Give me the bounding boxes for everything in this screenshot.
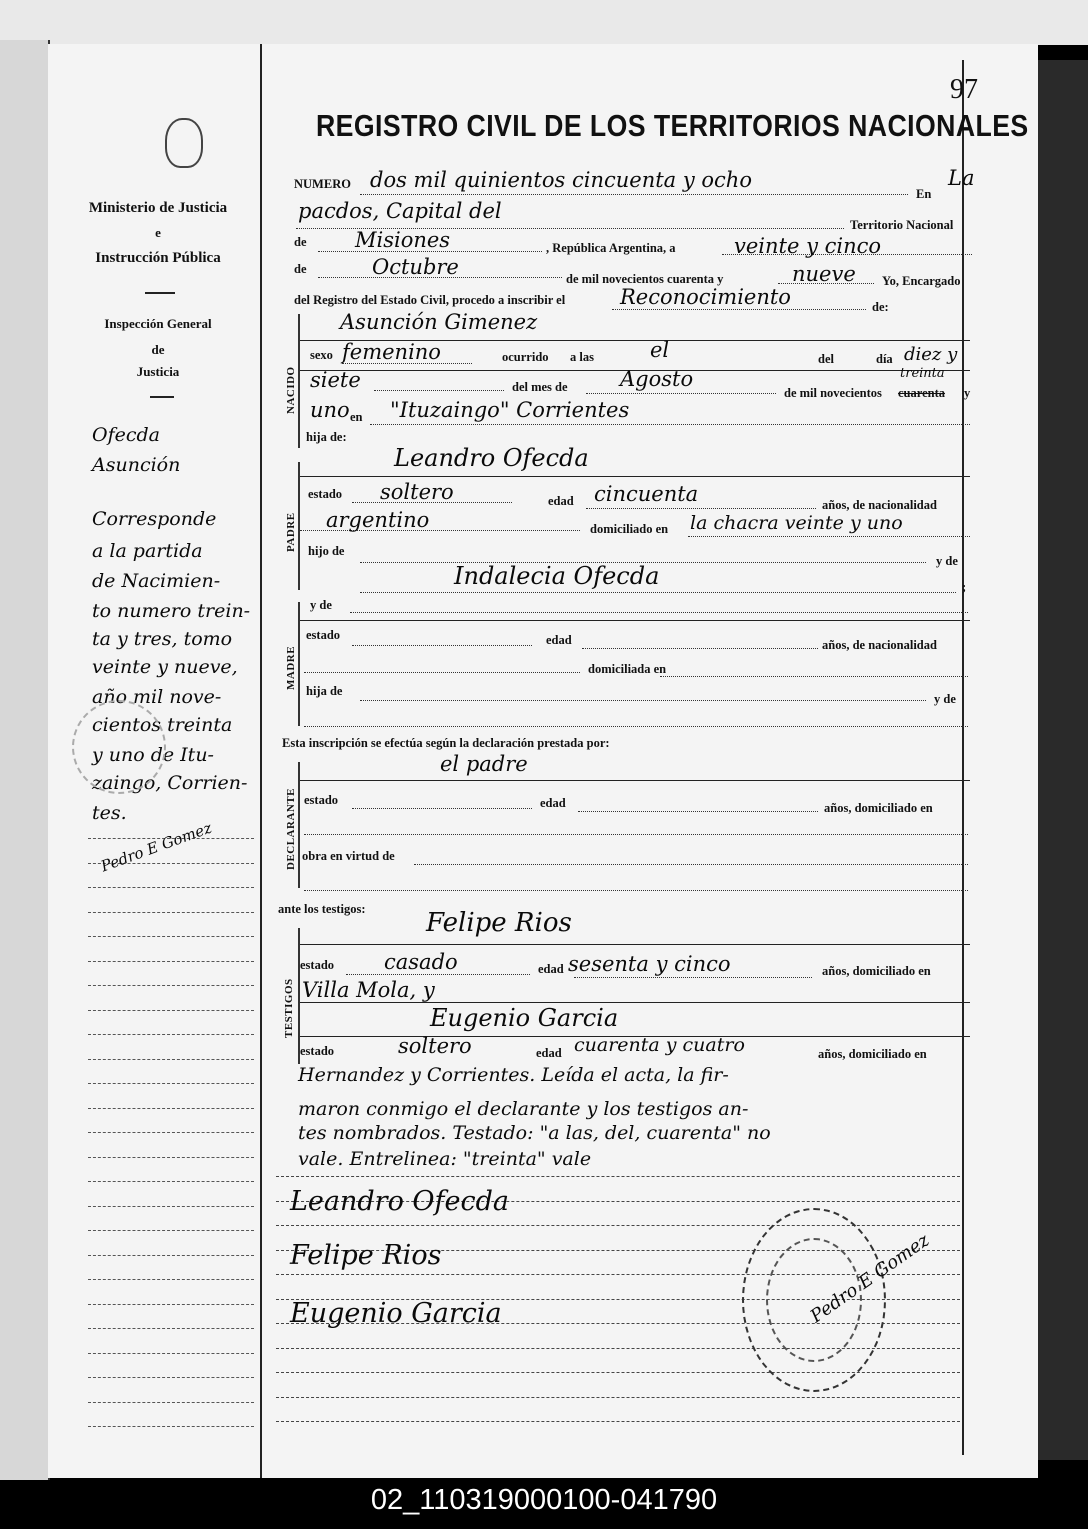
ruled-line [88,961,254,962]
background-right-edge [1036,60,1088,1460]
testigos-section-label: TESTIGOS [283,978,295,1038]
witness2-estado-value: soltero [398,1034,472,1058]
ministry-line3: Instrucción Pública [95,250,221,266]
witness1-name-value: Felipe Rios [426,908,572,938]
declarante-anios-label: años, domiciliado en [824,801,933,815]
rule [300,476,970,477]
margin-stamp [72,700,166,794]
cuarenta-struck: cuarenta [898,386,945,400]
numero-label: NUMERO [294,177,351,191]
ruled-line [88,1034,254,1035]
fill-line [370,424,970,425]
margin-note-line: zaingo, Corrien- [92,772,248,794]
madre-y-de-label: y de [310,598,332,612]
fill-line [360,592,956,593]
declarante-section-label: DECLARANTE [285,787,297,870]
fill-line [578,811,818,812]
padre-nacionalidad-value: argentino [326,508,430,532]
anio-label: de mil novecientos [784,386,882,400]
ruled-line [88,1353,254,1354]
ruled-line [88,887,254,888]
closing-line: tes nombrados. Testado: "a las, del, cuarenta" no [298,1122,771,1144]
ruled-line [88,1402,254,1403]
dia-value-2: siete [310,368,361,392]
dia-value: diez y [904,344,958,365]
witness1-estado-value: casado [384,950,458,974]
padre-madre-name-value: Indalecia Ofecda [454,562,660,590]
background-top [0,0,1088,45]
background-left-page [0,40,50,1480]
padre-estado-value: soltero [380,480,454,504]
witness1-edad-value: sesenta y cinco [568,952,731,976]
fill-line [582,648,818,649]
padre-domicilio-label: domiciliado en [590,522,669,536]
margin-note-line: de Nacimien- [92,570,221,592]
declarante-estado-label: estado [304,793,339,807]
dia-label: día [876,352,893,366]
margin-signature: Pedro E Gomez [98,818,215,876]
fill-line [574,977,812,978]
ministry-line1: Ministerio de Justicia [88,200,228,216]
margin-note-line: y uno de Itu- [92,744,214,766]
file-identifier: 02_110319000100-041790 [370,1484,718,1516]
divider [150,396,174,398]
rule [300,780,970,781]
day-value: veinte y cinco [734,234,882,258]
padre-domicilio-value: la chacra veinte y uno [690,512,903,534]
officer-signature: Pedro E Gomez [806,1229,934,1328]
fill-line [414,864,968,865]
witness2-name-value: Eugenio Garcia [430,1004,619,1032]
page-title: REGISTRO CIVIL DE LOS TERRITORIOS NACIONALES [316,108,1029,143]
year-value: nueve [792,262,856,286]
right-rule [962,60,967,1455]
rule [300,944,970,945]
month-value: Octubre [372,255,459,279]
madre-hija-label: hija de [306,684,343,698]
page-number: 97 [950,74,978,105]
fill-line [304,726,968,727]
ruled-line [88,1083,254,1084]
fill-line [360,700,926,701]
fill-line [352,645,532,646]
y-label: y [964,386,971,400]
ruled-line [88,1304,254,1305]
fill-line [612,309,866,310]
semicolon: ; [962,580,967,594]
margin-note-line: ta y tres, tomo [92,628,233,650]
mes-label: del mes de [512,380,568,394]
ruled-line [88,1132,254,1133]
padre-edad-value: cincuenta [594,482,699,506]
fill-line [304,890,968,891]
closing-line: vale. Entrelinea: "treinta" vale [298,1148,592,1170]
ruled-line [88,1108,254,1109]
republica-label: , República Argentina, a [546,241,676,255]
fill-line [352,808,532,809]
inspection-line2: de [151,342,165,357]
ruled-line [88,1206,254,1207]
rule [300,620,970,621]
padre-name-value: Leandro Ofecda [394,444,589,472]
fill-line [374,390,504,391]
witness2-anios-label: años, domiciliado en [818,1047,927,1061]
madre-edad-label: edad [546,633,572,647]
rule [300,1002,970,1003]
signature: Eugenio Garcia [290,1298,502,1329]
de-label-3: de: [872,300,889,314]
madre-y-de-label-2: y de [934,692,956,706]
lugar-value: "Ituzaingo" Corrientes [390,398,630,422]
ruled-line [88,1230,254,1231]
coat-of-arms-icon [165,118,203,168]
inscripcion-value: el padre [440,752,528,776]
ruled-line [88,1157,254,1158]
signature: Leandro Ofecda [290,1186,510,1217]
margin-note-line: Corresponde [92,508,217,530]
ministry-line2: e [155,225,161,240]
inscripcion-label: Esta inscripción se efectúa según la declaración prestada por: [282,736,610,750]
madre-estado-label: estado [306,628,341,642]
margin-note-line: tes. [92,802,127,824]
las-value: el [650,338,670,362]
fill-line [660,676,968,677]
sexo-label: sexo [310,348,333,362]
madre-anios-label: años, de nacionalidad [822,638,937,652]
ruled-line [88,936,254,937]
place-value-1: La [948,166,975,190]
signature-line [276,1397,960,1398]
fill-line [304,834,968,835]
declarante-obra-label: obra en virtud de [302,849,395,863]
fill-line [350,612,968,613]
year-label: de mil novecientos cuarenta y [566,272,724,286]
fill-line [304,672,580,673]
padre-edad-label: edad [548,494,574,508]
nacido-section-label: NACIDO [285,366,297,414]
nacido-section [298,314,300,448]
margin-note-line: año mil nove- [92,686,222,708]
ruled-line [88,1255,254,1256]
ruled-line [88,1010,254,1011]
ruled-line [88,1426,254,1427]
ruled-line [88,1059,254,1060]
padre-hijo-label: hijo de [308,544,345,558]
fill-line [586,393,776,394]
registro-value: Reconocimiento [620,285,791,309]
inspection-line3: Justicia [136,364,180,379]
ruled-line [88,1377,254,1378]
margin-note-line: Ofecda [92,424,160,446]
hijo-de-label: hija de: [306,430,347,444]
witness1-estado-label: estado [300,958,335,972]
testigos-intro-label: ante los testigos: [278,902,366,916]
closing-line: Hernandez y Corrientes. Leída el acta, la fir- [298,1064,729,1086]
margin-note-line: Asunción [92,454,181,476]
nacido-name-value: Asunción Gimenez [340,310,538,334]
margin-note-line: a la partida [92,540,203,562]
numero-value: dos mil quinientos cincuenta y ocho [370,168,752,192]
signature-line [276,1421,960,1422]
de-label-2: de [294,262,307,276]
margin-note-line: to numero trein- [92,600,251,622]
las-label: a las [570,350,594,364]
ruled-line [88,912,254,913]
margin-note-line: cientos treinta [92,714,233,736]
de-label: de [294,235,307,249]
ruled-line [88,1328,254,1329]
divider [145,292,175,294]
padre-anios-label: años, de nacionalidad [822,498,937,512]
witness1-anios-label: años, domiciliado en [822,964,931,978]
fill-line [346,974,530,975]
mes-value: Agosto [620,367,694,391]
witness2-estado-label: estado [300,1044,335,1058]
ruled-line [88,1181,254,1182]
padre-estado-label: estado [308,487,343,501]
del-label: del [818,352,834,366]
registro-label: del Registro del Estado Civil, procedo a inscribir el [294,293,566,307]
fill-line [688,536,970,537]
ruled-line [88,985,254,986]
fill-line [586,508,816,509]
padre-y-de-label: y de [936,554,958,568]
closing-line: maron conmigo el declarante y los testigos an- [298,1098,749,1120]
territorio-label: Territorio Nacional [850,218,954,232]
witness1-edad-label: edad [538,962,564,976]
witness1-domicilio-value: Villa Mola, y [302,978,435,1002]
padre-section [298,462,300,590]
signature-line [276,1176,960,1177]
witness2-edad-value: cuarenta y cuatro [574,1034,745,1056]
ocurrido-label: ocurrido [502,350,549,364]
en-label: En [916,187,932,201]
madre-domicilio-label: domiciliada en [588,662,667,676]
margin-note-line: veinte y nueve, [92,656,238,678]
padre-section-label: PADRE [285,512,297,552]
madre-section-label: MADRE [285,645,297,690]
anio-value: uno [310,398,350,422]
treinta-insert: treinta [900,366,945,381]
signature: Felipe Rios [290,1240,442,1271]
declarante-edad-label: edad [540,796,566,810]
inspection-line1: Inspección General [104,316,212,331]
sexo-value: femenino [342,340,441,364]
en-label-nacido: en [350,410,363,424]
witness2-edad-label: edad [536,1046,562,1060]
place-value-2: pacdos, Capital del [298,199,502,223]
territorio-value: Misiones [355,228,451,252]
fill-line [360,194,908,195]
ruled-line [88,1279,254,1280]
yo-label: Yo, Encargado [882,274,961,288]
